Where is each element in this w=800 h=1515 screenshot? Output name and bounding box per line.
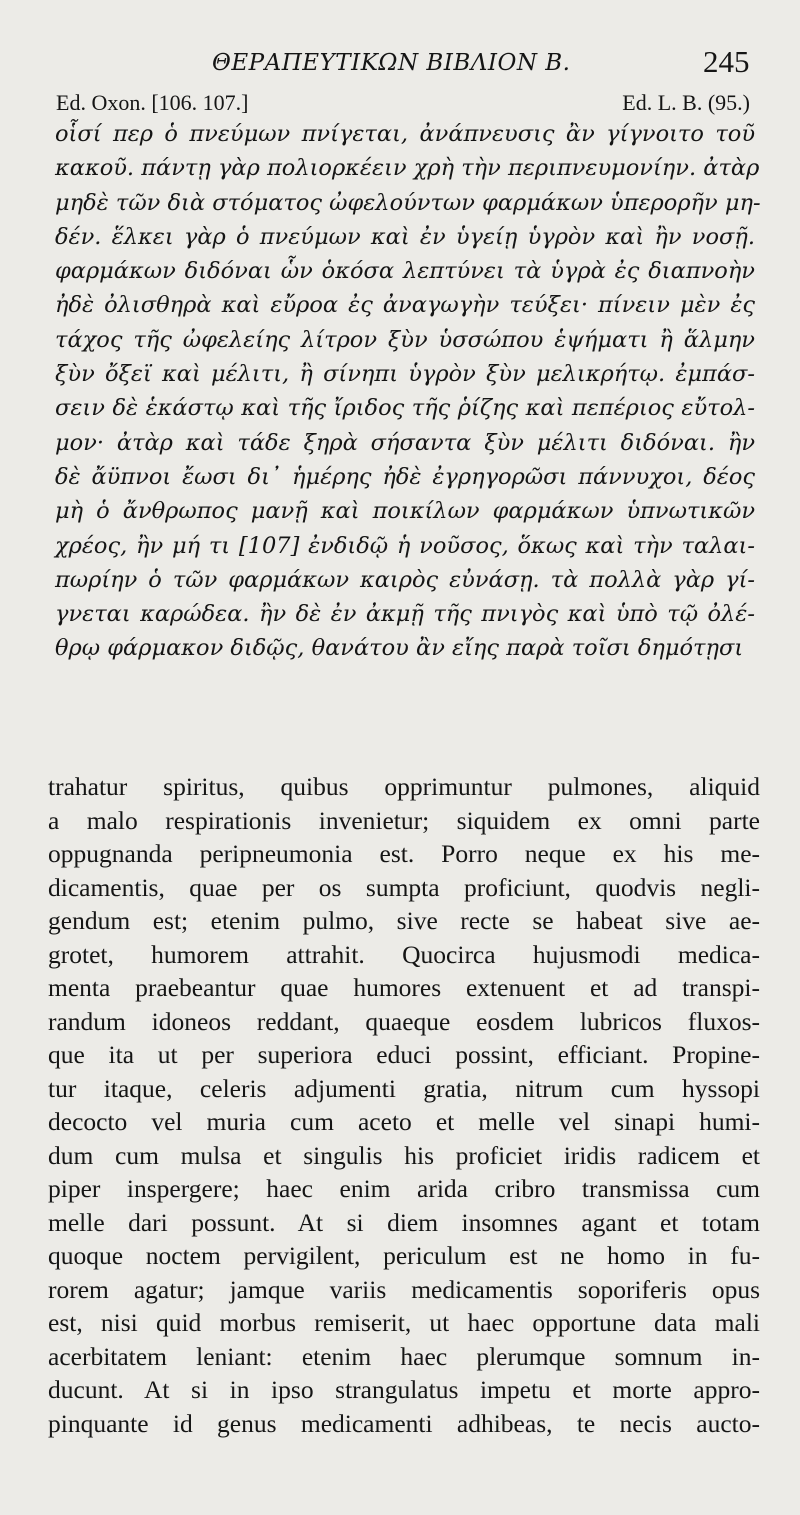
edition-oxon-reference: Ed. Oxon. [106. 107.] <box>56 90 249 115</box>
greek-text-line: δέν. ἕλκει γὰρ ὁ πνεύμων καὶ ἐν ὑγείῃ ὑγρὸν καὶ ἢν νοσῇ. <box>55 223 755 250</box>
greek-text-line: ξὺν ὄξεϊ καὶ μέλιτι, ἢ σίνηπι ὑγρὸν ξὺν μελικρήτῳ. ἐμπάσ- <box>55 361 755 388</box>
greek-text-line: τάχος τῆς ὠφελείης λίτρον ξὺν ὑσσώπου ἑψήματι ἢ ἅλμην <box>55 326 755 353</box>
greek-text-line: μον· ἀτὰρ καὶ τάδε ξηρὰ σήσαντα ξὺν μέλιτι διδόναι. ἢν <box>55 429 755 456</box>
greek-text-line: πωρίην ὁ τῶν φαρμάκων καιρὸς εὐνάσῃ. τὰ πολλὰ γὰρ γί- <box>55 566 755 593</box>
latin-text-line: tur itaque, celeris adjumenti gratia, nitrum cum hyssopi <box>48 1073 760 1103</box>
greek-text-line: σειν δὲ ἑκάστῳ καὶ τῆς ἴριδος τῆς ῥίζης καὶ πεπέριος εὔτολ- <box>55 395 755 422</box>
latin-translation-block <box>48 770 760 1440</box>
latin-text-line: gendum est; etenim pulmo, sive recte se habeat sive ae- <box>48 906 760 935</box>
greek-text-line: μηδὲ τῶν διὰ στόματος ὠφελούντων φαρμάκων ὑπερορῆν μη- <box>55 189 761 216</box>
greek-text-line: χρέος, ἢν μή τι [107] ἐνδιδῷ ἡ νοῦσος, ὅκως καὶ τὴν ταλαι- <box>55 532 755 559</box>
latin-text-line: quoque noctem pervigilent, periculum est ne homo in fu- <box>48 1241 760 1270</box>
page-header <box>0 44 800 84</box>
latin-text-line: trahatur spiritus, quibus opprimuntur pulmones, aliquid <box>48 772 760 801</box>
latin-text-line: decocto vel muria cum aceto et melle vel sinapi humi- <box>48 1107 760 1136</box>
greek-text-line: γνεται καρώδεα. ἢν δὲ ἐν ἀκμῇ τῆς πνιγὸς καὶ ὑπὸ τῷ ὀλέ- <box>55 601 755 628</box>
latin-text-line: ducunt. At si in ipso strangulatus impetu et morte appro- <box>48 1375 760 1404</box>
latin-text-line: randum idoneos reddant, quaeque eosdem lubricos fluxos- <box>48 1006 760 1036</box>
greek-text-line: φαρμάκων διδόναι ὧν ὁκόσα λεπτύνει τὰ ὑγρὰ ἐς διαπνοὴν <box>55 258 755 285</box>
latin-text-line: dicamentis, quae per os sumpta proficiunt, quodvis negli- <box>48 872 760 902</box>
latin-text-line: grotet, humorem attrahit. Quocirca hujusmodi medica- <box>48 939 760 969</box>
latin-text-line: est, nisi quid morbus remiserit, ut haec opportune data mali <box>48 1308 760 1337</box>
page-number: 245 <box>703 44 750 79</box>
latin-text-line: melle dari possunt. At si diem insomnes agant et totam <box>48 1207 760 1237</box>
running-head: ΘΕΡΑΠΕΥΤΙΚΩΝ ΒΙΒΛΙΟΝ Β. <box>212 50 571 76</box>
latin-text-line: oppugnanda peripneumonia est. Porro neque ex his me- <box>48 839 760 868</box>
latin-text-line: pinquante id genus medicamenti adhibeas, te necis aucto- <box>48 1408 760 1438</box>
latin-text-line: a malo respirationis invenietur; siquidem ex omni parte <box>48 805 760 835</box>
latin-text-line: menta praebeantur quae humores extenuent et ad transpi- <box>48 973 760 1002</box>
latin-text-line: dum cum mulsa et singulis his proficiet iridis radicem et <box>48 1140 760 1170</box>
latin-text-line: acerbitatem leniant: etenim haec plerumque somnum in- <box>48 1341 760 1371</box>
latin-text-line: que ita ut per superiora educi possint, efficiant. Propine- <box>48 1040 760 1069</box>
greek-text-line: κακοῦ. πάντῃ γὰρ πολιορκέειν χρὴ τὴν περιπνευμονίην. ἀτὰρ <box>55 155 760 182</box>
greek-text-line: θρῳ φάρμακον διδῷς, θανάτου ἂν εἴης παρὰ τοῖσι δημότῃσι <box>55 635 744 662</box>
greek-text-block <box>55 117 761 666</box>
edition-lb-reference: Ed. L. B. (95.) <box>622 90 750 115</box>
latin-text-line: rorem agatur; jamque variis medicamentis soporiferis opus <box>48 1274 760 1304</box>
greek-text-line: οἷσί περ ὁ πνεύμων πνίγεται, ἀνάπνευσις ἂν γίγνοιτο τοῦ <box>55 121 755 147</box>
greek-text-line: δὲ ἄϋπνοι ἔωσι δι᾽ ἡμέρης ἠδὲ ἐγρηγορῶσι πάννυχοι, δέος <box>55 463 755 490</box>
edition-reference-line <box>56 90 750 120</box>
greek-text-line: μὴ ὁ ἄνθρωπος μανῇ καὶ ποικίλων φαρμάκων ὑπνωτικῶν <box>55 498 755 525</box>
greek-text-line: ἠδὲ ὀλισθηρὰ καὶ εὔροα ἐς ἀναγωγὴν τεύξει· πίνειν μὲν ἐς <box>55 292 755 319</box>
latin-text-line: piper inspergere; haec enim arida cribro transmissa cum <box>48 1174 760 1203</box>
